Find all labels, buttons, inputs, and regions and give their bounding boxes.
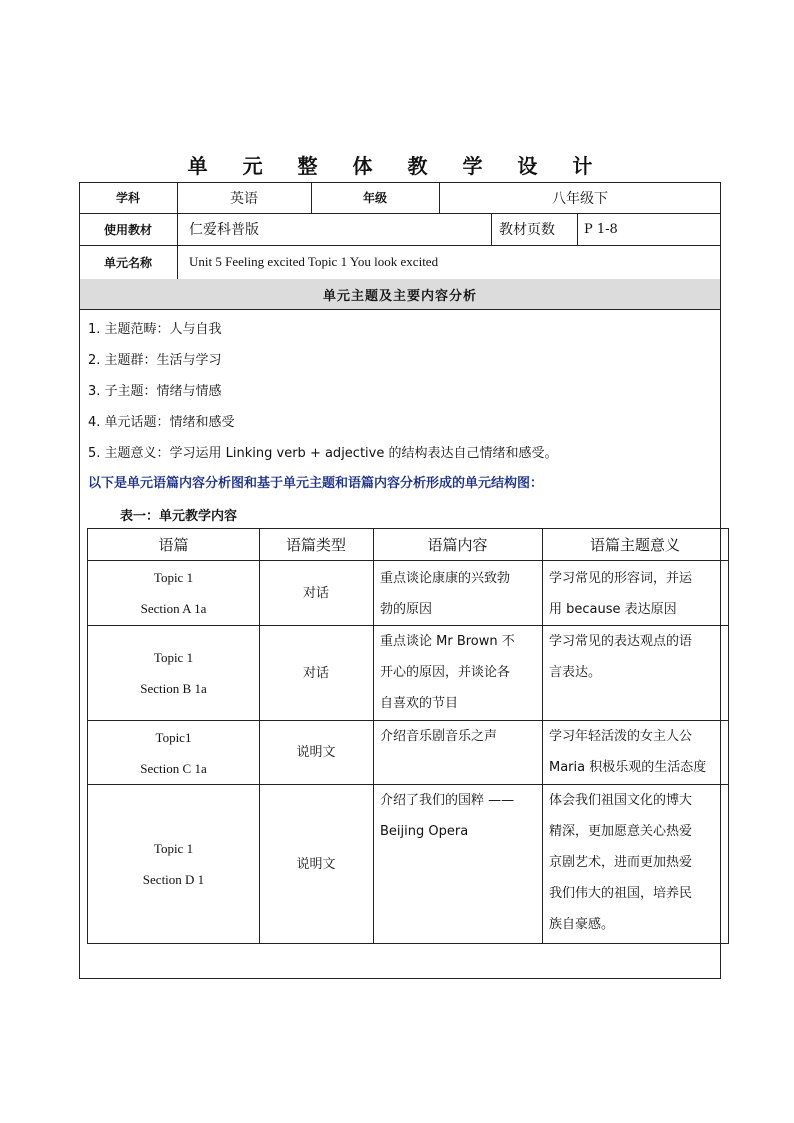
subject-label: 学科	[115, 191, 140, 205]
table-row-3-content: 介绍音乐剧音乐之声	[380, 729, 498, 744]
pages-label: 教材页数	[499, 222, 555, 238]
table-header-type: 语篇类型	[285, 536, 346, 554]
analysis-item-5: 5. 主题意义：学习运用 Linking verb + adjective 的结构表达自己情绪和感受。	[88, 446, 558, 461]
pages-value: P 1-8	[584, 221, 618, 237]
analysis-item-2: 2. 主题群：生活与学习	[88, 353, 222, 368]
info-row-textbook	[79, 213, 721, 245]
grade-value: 八年级下	[552, 190, 608, 207]
analysis-item-3: 3. 子主题：情绪与情感	[88, 384, 222, 399]
info-row-unit	[79, 245, 721, 279]
table-row-1-content: 重点谈论康康的兴致勃 勃的原因	[380, 571, 511, 617]
table-row-1-type: 对话	[302, 585, 329, 601]
table-row-4-content: 介绍了我们的国粹 —— Beijing Opera	[380, 793, 515, 839]
unit-label: 单元名称	[103, 255, 152, 270]
structure-intro: 以下是单元语篇内容分析图和基于单元主题和语篇内容分析形成的单元结构图：	[88, 476, 544, 491]
table-header-text: 语篇	[158, 536, 189, 554]
table-row-2-content: 重点谈论 Mr Brown 不 开心的原因，并谈论各 自喜欢的节目	[380, 634, 515, 711]
table-row-1-text: Topic 1 Section A 1a	[140, 570, 207, 616]
textbook-label: 使用教材	[103, 222, 152, 237]
table-row-2-text: Topic 1 Section B 1a	[140, 650, 207, 696]
info-row-subject	[79, 182, 721, 213]
table-row-3-type: 说明文	[296, 745, 336, 760]
analysis-item-1: 1. 主题范畴：人与自我	[88, 322, 222, 337]
table-caption: 表一：单元教学内容	[120, 509, 238, 524]
table-row-2-type: 对话	[302, 665, 329, 681]
analysis-item-4: 4. 单元话题：情绪和感受	[88, 415, 235, 430]
analysis-heading: 单元主题及主要内容分析	[322, 288, 477, 304]
table-header-content: 语篇内容	[427, 536, 488, 554]
table-row-2-meaning: 学习常见的表达观点的语 言表达。	[549, 634, 693, 680]
grade-label: 年级	[362, 191, 387, 205]
table-row-3-text: Topic1 Section C 1a	[140, 729, 207, 776]
page-title: 单 元 整 体 教 学 设 计	[187, 154, 607, 178]
table-row-1-meaning: 学习常见的形容词，并运 用 because 表达原因	[549, 571, 693, 617]
table-row-4-type: 说明文	[296, 856, 336, 872]
table-row-3-meaning: 学习年轻活泼的女主人公 Maria 积极乐观的生活态度	[549, 729, 707, 775]
table-row-4-meaning: 体会我们祖国文化的博大 精深，更加愿意关心热爱 京剧艺术，进而更加热爱 我们伟大的祖国，培养民 族自豪感。	[549, 793, 693, 932]
unit-value: Unit 5 Feeling excited Topic 1 You look excited	[189, 254, 439, 269]
table-row-4-text: Topic 1 Section D 1	[142, 841, 205, 887]
textbook-value: 仁爱科普版	[189, 222, 259, 238]
teaching-content-table	[87, 528, 729, 944]
table-header-meaning: 语篇主题意义	[589, 536, 680, 554]
subject-value: 英语	[230, 190, 258, 207]
